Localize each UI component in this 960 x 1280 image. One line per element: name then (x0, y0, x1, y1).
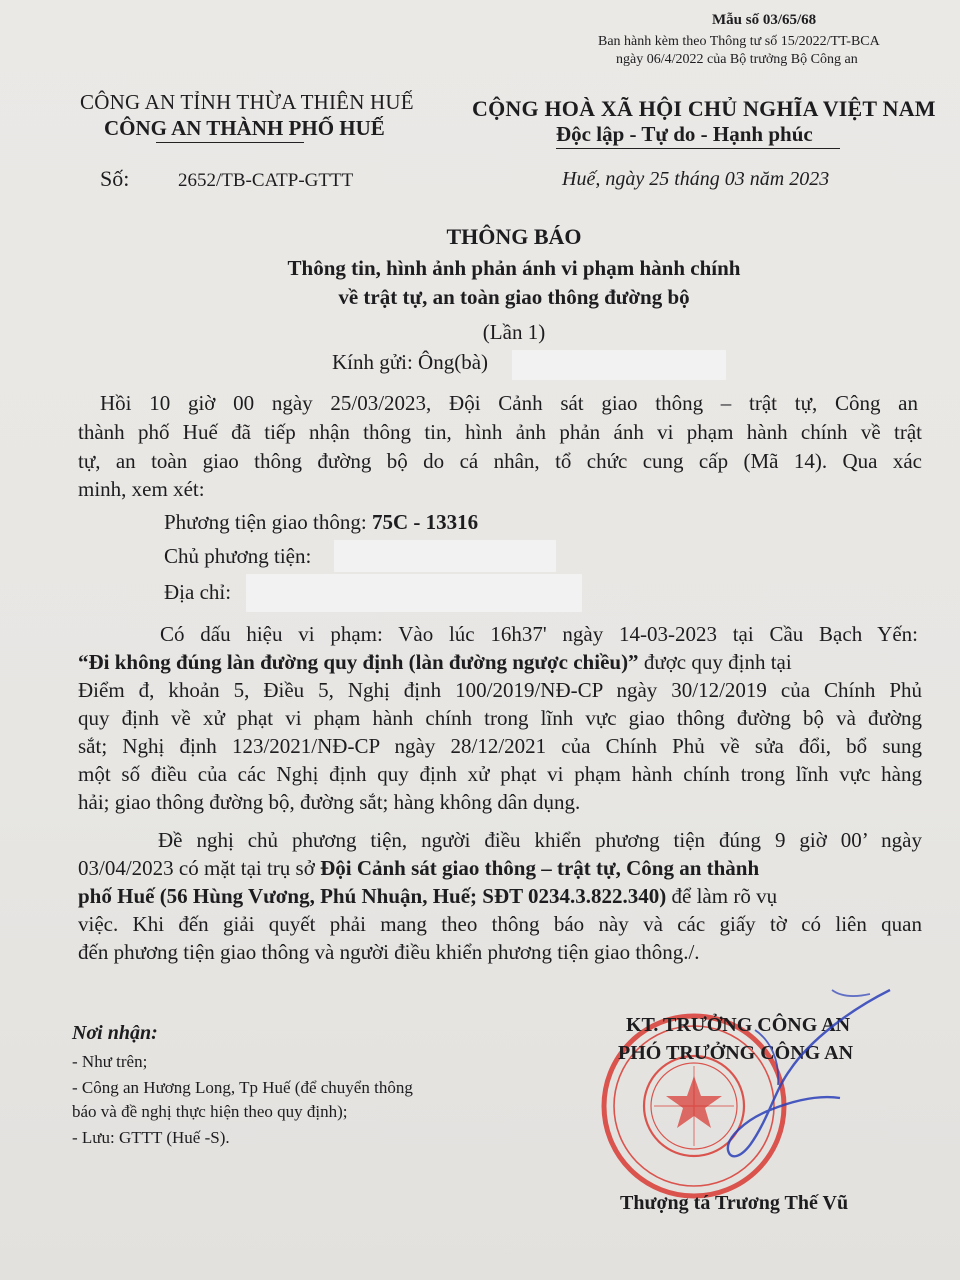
violation-title: “Đi không đúng làn đường quy định (làn đường ngược chiều)” (78, 650, 639, 674)
intro-line-2: thành phố Huế đã tiếp nhận thông tin, hình ảnh phản ánh vi phạm hành chính về trật (78, 420, 922, 444)
redacted-address (246, 574, 582, 612)
place-date: Huế, ngày 25 tháng 03 năm 2023 (562, 168, 830, 190)
request-line-3 (78, 884, 777, 909)
document-subtitle-line2: về trật tự, an toàn giao thông đường bộ (338, 285, 690, 309)
violation-line-2: quy định về xử phạt vi phạm hành chính trong lĩnh vực giao thông đường bộ và đường (78, 706, 922, 730)
request-office-address: phố Huế (56 Hùng Vương, Phú Nhuận, Huế; SĐT 0234.3.822.340) (78, 884, 667, 908)
org-underline (156, 142, 304, 143)
address-label: Địa chỉ: (164, 580, 232, 604)
nation-motto: Độc lập - Tự do - Hạnh phúc (556, 122, 813, 146)
request-line-5: đến phương tiện giao thông và người điều khiển phương tiện giao thông./. (78, 940, 700, 964)
redacted-recipient-name (512, 350, 726, 380)
form-number: Mẫu số 03/65/68 (712, 12, 817, 28)
recipient-item-2: - Công an Hương Long, Tp Huế (để chuyển thông (72, 1078, 413, 1097)
request-line-4: việc. Khi đến giải quyết phải mang theo thông báo này và các giấy tờ có liên quan (78, 912, 922, 936)
intro-line-3: tự, an toàn giao thông đường bộ do cá nhân, tổ chức cung cấp (Mã 14). Qua xác (78, 449, 922, 473)
document-title: THÔNG BÁO (446, 224, 582, 249)
nation-name: CỘNG HOÀ XÃ HỘI CHỦ NGHĨA VIỆT NAM (472, 96, 936, 121)
issuing-organization: CÔNG AN THÀNH PHỐ HUẾ (104, 116, 385, 140)
form-issued-with: Ban hành kèm theo Thông tư số 15/2022/TT-BCA (598, 34, 880, 49)
vehicle-plate: 75C - 13316 (371, 510, 479, 534)
notice-count: (Lần 1) (482, 320, 546, 344)
vehicle-label: Phương tiện giao thông: (164, 510, 367, 534)
request-line-1: Đề nghị chủ phương tiện, người điều khiển phương tiện đúng 9 giờ 00’ ngày (158, 828, 922, 852)
intro-line-4: minh, xem xét: (78, 477, 205, 501)
request-office: Đội Cảnh sát giao thông – trật tự, Công an thành (320, 856, 760, 880)
recipient-item-4: - Lưu: GTTT (Huế -S). (72, 1128, 230, 1147)
request-line-2 (78, 856, 759, 881)
signature-title-line2: PHÓ TRƯỞNG CÔNG AN (618, 1042, 854, 1064)
parent-organization: CÔNG AN TỈNH THỪA THIÊN HUẾ (80, 90, 414, 114)
request-line-2-text: 03/04/2023 có mặt tại trụ sở (78, 856, 321, 880)
violation-line-5: hải; giao thông đường bộ, đường sắt; hàng không dân dụng. (78, 790, 581, 814)
violation-title-suffix: được quy định tại (638, 650, 792, 674)
owner-label: Chủ phương tiện: (164, 544, 312, 568)
violation-line-4: một số điều của các Nghị định quy định xử phạt vi phạm hành chính trong lĩnh vực hàng (78, 762, 922, 786)
recipient-item-1: - Như trên; (72, 1052, 148, 1071)
violation-line-1: Điểm đ, khoản 5, Điều 5, Nghị định 100/2019/NĐ-CP ngày 30/12/2019 của Chính Phủ (78, 678, 922, 702)
recipient-item-3: báo và đề nghị thực hiện theo quy định); (72, 1102, 348, 1121)
intro-line-1: Hồi 10 giờ 00 ngày 25/03/2023, Đội Cảnh sát giao thông – trật tự, Công an (100, 391, 918, 415)
document-number: 2652/TB-CATP-GTTT (178, 170, 354, 191)
violation-title-row (78, 650, 792, 675)
violation-line-3: sắt; Nghị định 123/2021/NĐ-CP ngày 28/12/2021 của Chính Phủ về sửa đổi, bổ sung (78, 734, 922, 758)
redacted-owner (334, 540, 556, 572)
document-number-label: Số: (100, 166, 130, 191)
handwritten-signature-icon (540, 970, 920, 1190)
request-line-3-suffix: để làm rõ vụ (666, 884, 778, 908)
motto-underline (556, 148, 840, 149)
form-issued-date: ngày 06/4/2022 của Bộ trưởng Bộ Công an (616, 52, 858, 67)
recipient-label: Kính gửi: Ông(bà) (332, 350, 489, 374)
document-subtitle-line1: Thông tin, hình ảnh phản ánh vi phạm hành chính (287, 256, 741, 280)
violation-intro: Có dấu hiệu vi phạm: Vào lúc 16h37' ngày 14-03-2023 tại Cầu Bạch Yến: (160, 622, 918, 646)
signature-title-line1: KT. TRƯỞNG CÔNG AN (626, 1014, 851, 1036)
recipients-title: Nơi nhận: (72, 1022, 158, 1044)
signer-name: Thượng tá Trương Thế Vũ (620, 1192, 849, 1214)
vehicle-row (164, 510, 478, 535)
